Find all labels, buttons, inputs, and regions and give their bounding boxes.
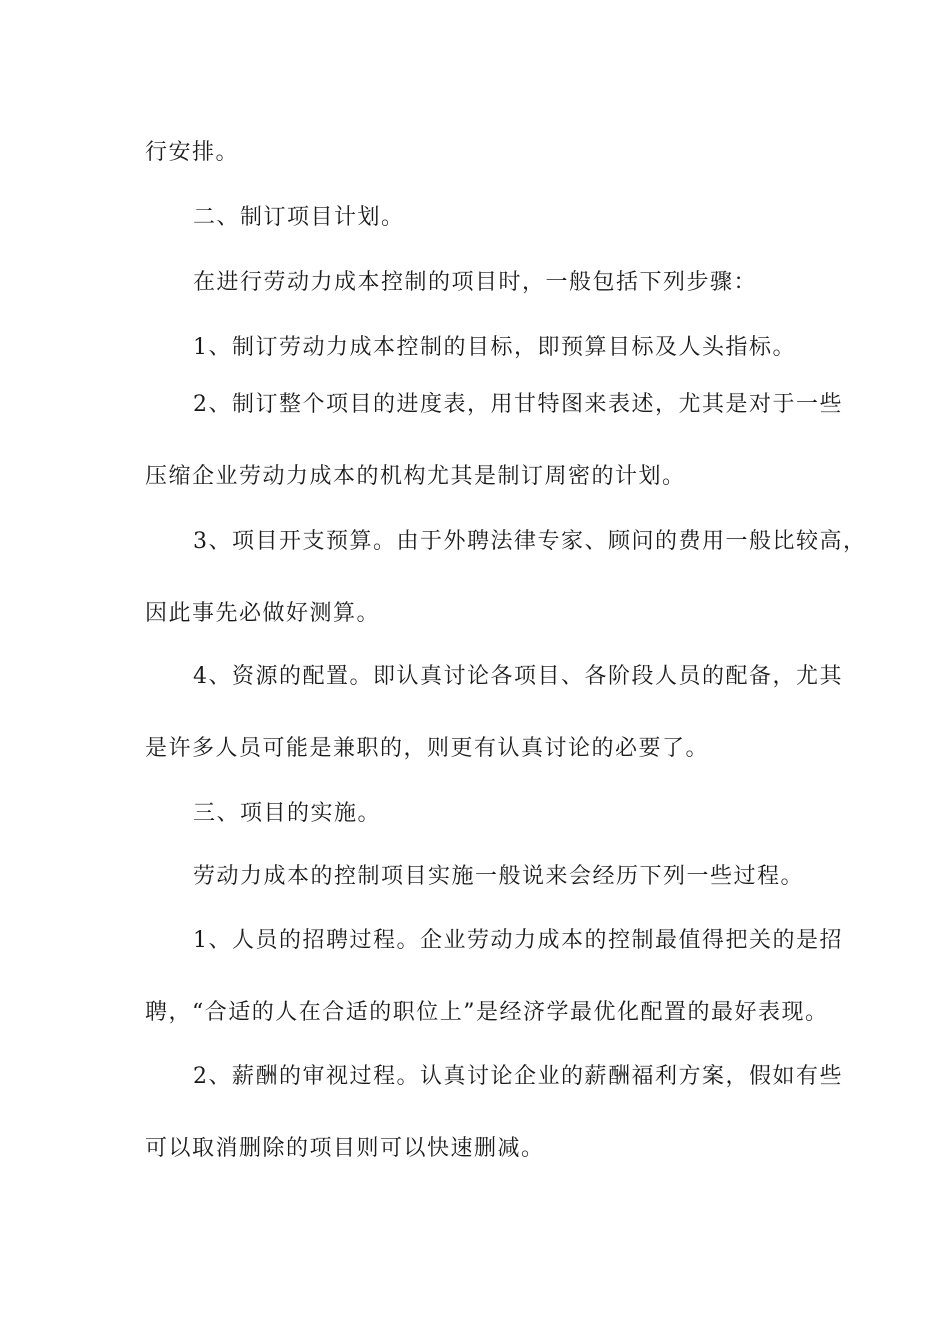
section-heading-3: 三、项目的实施。 <box>193 801 382 826</box>
text-line-continuation: 行安排。 <box>145 140 240 165</box>
process-item-2: 2、薪酬的审视过程。认真讨论企业的薪酬福利方案，假如有些 <box>193 1064 843 1089</box>
list-item-4: 4、资源的配置。即认真讨论各项目、各阶段人员的配备，尤其 <box>193 664 843 689</box>
list-item-1: 1、制订劳动力成本控制的目标，即预算目标及人头指标。 <box>193 335 796 360</box>
list-item-3-continued: 因此事先必做好测算。 <box>145 601 381 626</box>
paragraph-intro: 在进行劳动力成本控制的项目时，一般包括下列步骤： <box>193 270 758 295</box>
process-item-1: 1、人员的招聘过程。企业劳动力成本的控制最值得把关的是招 <box>193 928 843 953</box>
list-item-2-continued: 压缩企业劳动力成本的机构尤其是制订周密的计划。 <box>145 464 686 489</box>
list-item-2: 2、制订整个项目的进度表，用甘特图来表述，尤其是对于一些 <box>193 392 843 417</box>
process-item-2-continued: 可以取消删除的项目则可以快速删减。 <box>145 1136 545 1161</box>
list-item-3: 3、项目开支预算。由于外聘法律专家、顾问的费用一般比较高， <box>193 529 867 554</box>
list-item-4-continued: 是许多人员可能是兼职的，则更有认真讨论的必要了。 <box>145 736 710 761</box>
paragraph-implementation: 劳动力成本的控制项目实施一般说来会经历下列一些过程。 <box>193 864 805 889</box>
process-item-1-continued: 聘，“合适的人在合适的职位上”是经济学最优化配置的最好表现。 <box>145 1000 829 1025</box>
section-heading-2: 二、制订项目计划。 <box>193 205 405 230</box>
